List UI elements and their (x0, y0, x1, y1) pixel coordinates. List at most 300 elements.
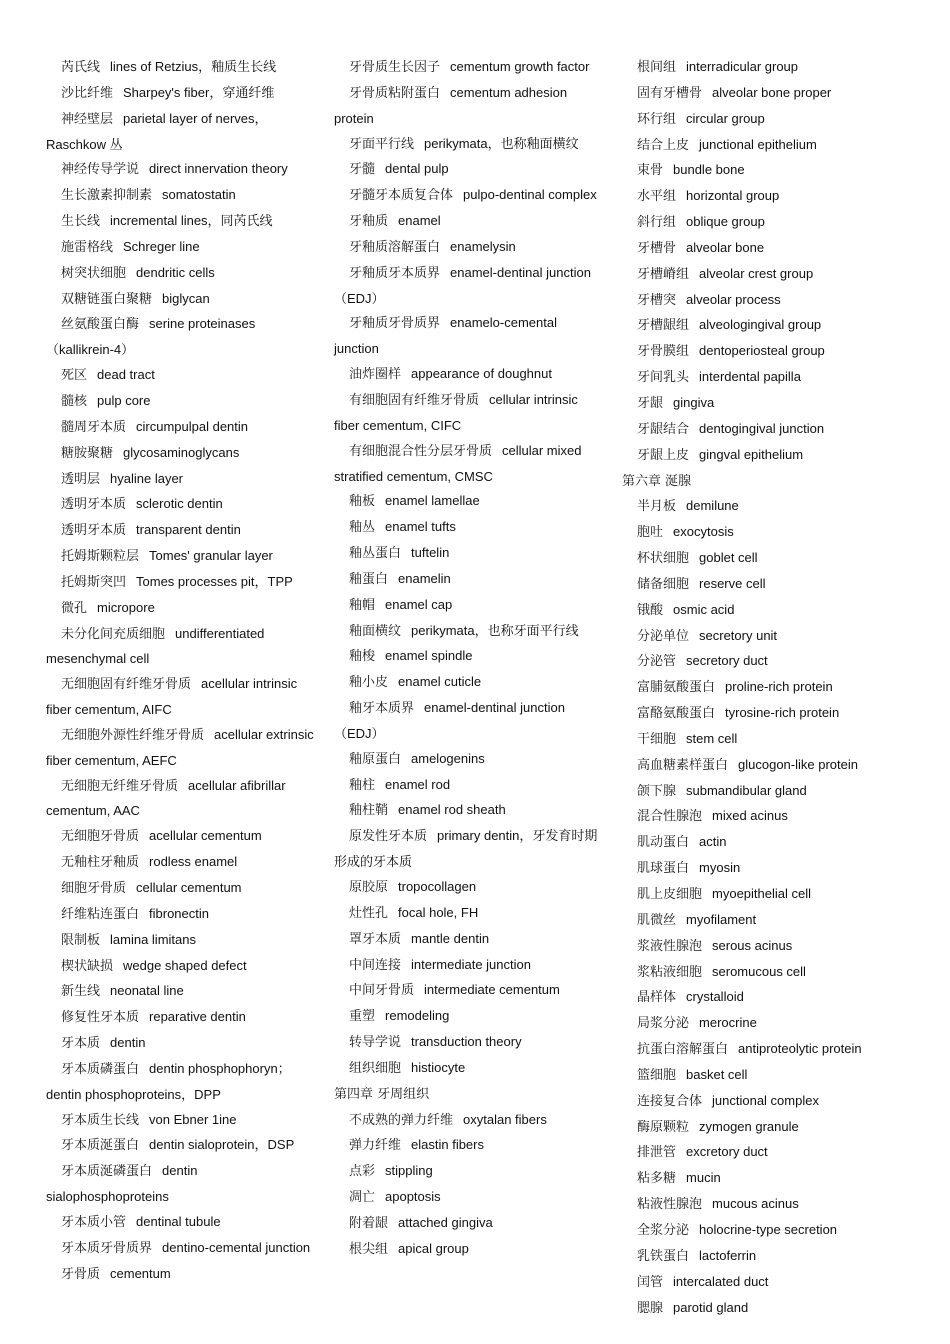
term-english: acellular afibrillar cementum, AAC (46, 777, 286, 819)
term-english: myoepithelial cell (712, 886, 812, 901)
term-chinese: 釉蛋白 (349, 571, 389, 587)
term-chinese: 干细胞 (637, 731, 677, 747)
term-chinese: 牙槽龈组 (637, 318, 690, 334)
term-english: zymogen granule (699, 1118, 799, 1134)
glossary-entry (46, 415, 316, 441)
term-chinese: 牙髓 (349, 162, 376, 178)
glossary-entry (622, 1218, 912, 1244)
term-chinese: 灶性孔 (349, 905, 389, 921)
term-english: seromucous cell (712, 963, 806, 979)
term-english: enamel-dentinal junction（EDJ） (334, 264, 591, 306)
term-english: junctional complex (712, 1092, 819, 1108)
term-english: pulpo-dentinal complex (463, 187, 597, 203)
term-chinese: 无细胞无纤维牙骨质 (61, 778, 179, 794)
term-chinese: 罩牙本质 (349, 931, 402, 947)
term-chinese: 腮腺 (637, 1300, 664, 1316)
term-chinese: 釉柱鞘 (349, 803, 389, 819)
term-chinese: 釉丛蛋白 (349, 546, 402, 562)
glossary-entry (622, 675, 912, 701)
glossary-entry (334, 209, 604, 235)
glossary-entry (334, 747, 604, 773)
glossary-entry (46, 183, 316, 209)
term-chinese: 神经壁层 (61, 111, 114, 127)
term-chinese: 糖胺聚糖 (61, 445, 114, 461)
glossary-entry (622, 546, 912, 572)
glossary-entry (46, 1133, 316, 1159)
glossary-entry (46, 928, 316, 954)
term-english: transduction theory (411, 1034, 522, 1050)
term-chinese: 釉原蛋白 (349, 751, 402, 767)
term-chinese: 釉牙本质界 (349, 701, 415, 717)
term-english: cementum growth factor (450, 59, 590, 74)
term-chinese: 篮细胞 (637, 1067, 677, 1083)
chapter-heading (622, 469, 912, 495)
glossary-entry (622, 960, 912, 986)
term-chinese: 原胶原 (349, 880, 389, 895)
glossary-entry (622, 985, 912, 1011)
term-chinese: 混合性腺泡 (637, 809, 703, 825)
glossary-entry (334, 439, 604, 490)
term-english: dendritic cells (136, 264, 215, 280)
term-english: secretory unit (699, 627, 778, 643)
term-chinese: 牙骨膜组 (637, 344, 690, 360)
term-chinese: 托姆斯突凹 (61, 574, 127, 590)
term-english: incremental lines，同芮氏线 (110, 213, 273, 229)
term-chinese: 牙釉质溶解蛋白 (349, 239, 441, 255)
term-english: perikymata，也称釉面横纹 (424, 135, 579, 151)
term-chinese: 抗蛋白溶解蛋白 (637, 1042, 729, 1058)
term-english: Sharpey's fiber，穿通纤维 (123, 84, 275, 100)
term-chinese: 浆液性腺泡 (637, 938, 703, 954)
term-english: tropocollagen (398, 879, 477, 894)
glossary-entry (622, 1166, 912, 1192)
term-english: interdental papilla (699, 369, 801, 385)
term-english: enamel (398, 213, 441, 229)
term-english: rodless enamel (149, 854, 238, 870)
term-chinese: 生长线 (61, 214, 101, 230)
term-english: remodeling (385, 1008, 450, 1024)
glossary-entry (334, 489, 604, 515)
term-chinese: 不成熟的弹力纤维 (349, 1112, 454, 1128)
term-chinese: 弹力纤维 (349, 1138, 402, 1154)
glossary-entry (334, 773, 604, 799)
glossary-entry (46, 389, 316, 415)
term-chinese: 肌上皮细胞 (637, 887, 703, 902)
term-chinese: 固有牙槽骨 (637, 85, 703, 101)
glossary-entry (46, 55, 316, 81)
glossary-entry (622, 1270, 912, 1296)
term-english: intermediate cementum (424, 982, 560, 998)
glossary-entry (46, 441, 316, 467)
term-english: dentoperiosteal group (699, 343, 825, 359)
glossary-entry (334, 1133, 604, 1159)
glossary-entry (622, 830, 912, 856)
term-english: enamel cap (385, 596, 453, 612)
term-english: osmic acid (673, 601, 735, 617)
term-chinese: 附着龈 (349, 1215, 389, 1231)
term-english: enamel cuticle (398, 674, 482, 690)
glossary-entry (46, 157, 316, 183)
glossary-entry (46, 544, 316, 570)
glossary-entry (334, 1108, 604, 1134)
glossary-entry (334, 798, 604, 824)
glossary-entry (46, 261, 316, 287)
term-chinese: 浆粘液细胞 (637, 964, 703, 980)
term-english: dental pulp (385, 161, 449, 177)
term-english: junctional epithelium (699, 136, 817, 152)
glossary-entry (334, 670, 604, 696)
glossary-entry (622, 1296, 912, 1322)
term-english: fibronectin (149, 905, 209, 921)
glossary-entry (46, 1108, 316, 1134)
term-english: mantle dentin (411, 930, 490, 946)
term-chinese: 釉帽 (349, 597, 376, 613)
term-english: holocrine-type secretion (699, 1221, 838, 1237)
glossary-entry (334, 157, 604, 183)
term-chinese: 神经传导学说 (61, 162, 140, 178)
term-chinese: 颌下腺 (637, 783, 677, 799)
glossary-entry (46, 107, 316, 158)
glossary-entry (46, 518, 316, 544)
term-chinese: 高血糖素样蛋白 (637, 757, 729, 773)
glossary-entry (334, 1056, 604, 1082)
term-chinese: 牙龈 (637, 395, 664, 411)
glossary-entry (334, 81, 604, 132)
glossary-entry (46, 287, 316, 313)
glossary-entry (622, 1192, 912, 1218)
glossary-entry (334, 1237, 604, 1263)
term-chinese: 牙龈结合 (637, 421, 690, 437)
term-english: oxytalan fibers (463, 1111, 547, 1127)
term-chinese: 结合上皮 (637, 137, 690, 153)
term-english: serine proteinases（kallikrein-4） (46, 316, 256, 358)
term-english: parotid gland (673, 1299, 749, 1315)
term-chinese: 粘多糖 (637, 1171, 677, 1187)
term-chinese: 斜行组 (637, 215, 677, 231)
glossary-entry (334, 875, 604, 901)
glossary-entry (46, 876, 316, 902)
glossary-entry (46, 622, 316, 673)
glossary-entry (622, 262, 912, 288)
term-chinese: 髓周牙本质 (61, 419, 127, 435)
term-english: circumpulpal dentin (136, 418, 249, 434)
term-chinese: 中间牙骨质 (349, 983, 415, 999)
term-english: glucogon-like protein (738, 756, 858, 772)
term-english: mixed acinus (712, 808, 788, 824)
term-chinese: 釉丛 (349, 520, 376, 536)
term-chinese: 牙面平行线 (349, 136, 415, 152)
glossary-entry (46, 312, 316, 363)
term-english: glycosaminoglycans (123, 444, 240, 460)
term-chinese: 根尖组 (349, 1241, 389, 1257)
term-english: cellular mixed stratified cementum, CMSC (334, 442, 582, 484)
glossary-entry (622, 727, 912, 753)
glossary-entry (622, 779, 912, 805)
term-chinese: 中间连接 (349, 957, 402, 973)
term-english: primary dentin，牙发育时期形成的牙本质 (334, 828, 598, 870)
glossary-entry (622, 417, 912, 443)
term-english: crystalloid (686, 989, 744, 1005)
term-chinese: 储备细胞 (637, 576, 690, 592)
term-english: cementum adhesion protein (334, 84, 568, 126)
term-chinese: 芮氏线 (61, 60, 101, 75)
glossary-entry (334, 311, 604, 362)
term-chinese: 排泄管 (637, 1145, 677, 1161)
glossary-entry (334, 927, 604, 953)
glossary-entry (334, 388, 604, 439)
term-chinese: 水平组 (637, 189, 677, 205)
glossary-entry (334, 824, 604, 875)
glossary-entry (622, 443, 912, 469)
term-chinese: 转导学说 (349, 1035, 402, 1051)
term-english: dentin sialophosphoproteins (46, 1163, 198, 1205)
glossary-entry (334, 132, 604, 158)
glossary-entry (46, 235, 316, 261)
term-english: serous acinus (712, 937, 793, 953)
term-english: stippling (385, 1163, 433, 1179)
glossary-entry (46, 570, 316, 596)
term-chinese: 富脯氨酸蛋白 (637, 680, 716, 696)
term-english: cellular intrinsic fiber cementum, CIFC (334, 391, 578, 433)
term-chinese: 牙本质磷蛋白 (61, 1061, 140, 1077)
glossary-entry (334, 515, 604, 541)
glossary-entry (46, 850, 316, 876)
term-chinese: 组织细胞 (349, 1060, 402, 1076)
term-chinese: 牙本质涎蛋白 (61, 1138, 140, 1154)
glossary-entry (334, 978, 604, 1004)
term-english: lamina limitans (110, 931, 196, 947)
term-english: mucous acinus (712, 1196, 799, 1212)
glossary-column-2 (334, 55, 604, 1263)
glossary-entry (334, 541, 604, 567)
glossary-entry (46, 954, 316, 980)
glossary-entry (622, 701, 912, 727)
glossary-entry (622, 1011, 912, 1037)
term-english: submandibular gland (686, 782, 807, 798)
term-chinese: 丝氨酸蛋白酶 (61, 317, 140, 333)
term-english: alveologingival group (699, 317, 822, 333)
term-english: dentinal tubule (136, 1213, 221, 1229)
term-chinese: 肌球蛋白 (637, 861, 690, 877)
term-english: focal hole, FH (398, 904, 479, 920)
glossary-entry (622, 804, 912, 830)
glossary-entry (622, 210, 912, 236)
term-english: reparative dentin (149, 1009, 246, 1025)
glossary-entry (622, 81, 912, 107)
glossary-entry (46, 1057, 316, 1108)
term-chinese: 胞吐 (637, 525, 664, 541)
term-english: acellular cementum (149, 828, 262, 844)
glossary-entry (334, 1004, 604, 1030)
term-english: enamel rod sheath (398, 802, 506, 818)
term-english: enamel lamellae (385, 493, 480, 509)
term-chinese: 沙比纤维 (61, 85, 114, 101)
glossary-entry (46, 1262, 316, 1288)
term-english: reserve cell (699, 575, 766, 591)
term-chinese: 牙本质 (61, 1036, 101, 1052)
term-english: von Ebner 1ine (149, 1111, 237, 1127)
term-chinese: 修复性牙本质 (61, 1010, 140, 1026)
term-english: pulp core (97, 392, 151, 408)
glossary-column-3 (622, 55, 912, 1321)
term-chinese: 牙髓牙本质复合体 (349, 188, 454, 204)
term-english: bundle bone (673, 162, 745, 178)
term-english: cellular cementum (136, 880, 242, 895)
term-chinese: 牙釉质牙骨质界 (349, 316, 441, 332)
term-english: horizontal group (686, 188, 780, 204)
term-english: secretory duct (686, 653, 768, 669)
term-english: alveolar crest group (699, 265, 814, 281)
term-english: goblet cell (699, 550, 758, 566)
term-english: intermediate junction (411, 956, 531, 972)
term-english: basket cell (686, 1066, 748, 1082)
term-chinese: 富酪氨酸蛋白 (637, 706, 716, 722)
term-english: merocrine (699, 1015, 757, 1031)
term-chinese: 牙本质牙骨质界 (61, 1240, 153, 1256)
term-chinese: 粘液性腺泡 (637, 1197, 703, 1213)
term-english: dentino-cemental junction (162, 1239, 311, 1255)
term-chinese: 牙间乳头 (637, 370, 690, 386)
glossary-entry (622, 908, 912, 934)
term-chinese: 生长激素抑制素 (61, 188, 153, 204)
term-english: micropore (97, 599, 155, 615)
term-english: wedge shaped defect (123, 957, 247, 973)
glossary-entry (334, 362, 604, 388)
glossary-entry (622, 288, 912, 314)
term-chinese: 未分化间充质细胞 (61, 626, 166, 642)
glossary-entry (622, 882, 912, 908)
term-english: dentin (110, 1035, 146, 1051)
term-english: enamelin (398, 570, 451, 586)
term-chinese: 牙骨质生长因子 (349, 60, 441, 75)
glossary-entry (46, 902, 316, 928)
glossary-entry (622, 624, 912, 650)
glossary-entry (46, 723, 316, 774)
term-chinese: 连接复合体 (637, 1093, 703, 1109)
term-english: myofilament (686, 911, 757, 927)
glossary-entry (46, 979, 316, 1005)
glossary-entry (46, 1236, 316, 1262)
term-chinese: 分泌管 (637, 654, 677, 670)
glossary-entry (622, 1037, 912, 1063)
term-chinese: 牙槽嵴组 (637, 266, 690, 282)
term-chinese: 环行组 (637, 111, 677, 127)
term-chinese: 牙本质涎磷蛋白 (61, 1164, 153, 1180)
glossary-entry (334, 55, 604, 81)
term-english: perikymata，也称牙面平行线 (411, 622, 579, 638)
term-english: alveolar bone proper (712, 84, 832, 100)
term-english: enamel spindle (385, 648, 473, 664)
term-english: exocytosis (673, 524, 734, 540)
term-english: myosin (699, 860, 741, 876)
term-chinese: 牙本质生长线 (61, 1112, 140, 1128)
glossary-entry (334, 901, 604, 927)
term-english: amelogenins (411, 750, 485, 766)
term-english: alveolar process (686, 291, 781, 307)
term-chinese: 无细胞固有纤维牙骨质 (61, 677, 192, 693)
term-english: actin (699, 834, 727, 850)
term-chinese: 树突状细胞 (61, 265, 127, 281)
term-english: attached gingiva (398, 1214, 493, 1230)
term-english: dentin sialoprotein，DSP (149, 1137, 295, 1153)
term-chinese: 牙本质小管 (61, 1214, 127, 1230)
term-english: apoptosis (385, 1189, 441, 1205)
glossary-entry (334, 567, 604, 593)
term-english: dentin phosphophoryn；dentin phosphoproteins，DPP (46, 1060, 291, 1102)
term-chinese: 原发性牙本质 (349, 829, 428, 845)
term-chinese: 双糖链蛋白聚糖 (61, 291, 153, 307)
term-chinese: 凋亡 (349, 1190, 376, 1206)
term-chinese: 施雷格线 (61, 239, 114, 255)
glossary-entry (334, 696, 604, 747)
term-chinese: 根间组 (637, 60, 677, 75)
glossary-entry (334, 1030, 604, 1056)
term-english: oblique group (686, 214, 765, 230)
glossary-entry (46, 596, 316, 622)
term-chinese: 牙槽骨 (637, 240, 677, 256)
term-chinese: 牙骨质粘附蛋白 (349, 85, 441, 101)
term-chinese: 有细胞固有纤维牙骨质 (349, 392, 480, 408)
glossary-entry (334, 644, 604, 670)
glossary-entry (622, 856, 912, 882)
term-chinese: 釉面横纹 (349, 623, 402, 639)
glossary-entry (622, 133, 912, 159)
term-chinese: 乳铁蛋白 (637, 1248, 690, 1264)
term-english: elastin fibers (411, 1137, 484, 1153)
term-chinese: 肌动蛋白 (637, 835, 690, 851)
term-english: transparent dentin (136, 522, 241, 538)
term-chinese: 细胞牙骨质 (61, 881, 127, 896)
term-chinese: 局浆分泌 (637, 1016, 690, 1032)
glossary-entry (334, 261, 604, 312)
term-english: enamelo-cemental junction (334, 315, 557, 357)
glossary-entry (46, 81, 316, 107)
term-chinese: 有细胞混合性分层牙骨质 (349, 443, 493, 459)
term-english: undifferentiated mesenchymal cell (46, 625, 265, 667)
glossary-entry (622, 365, 912, 391)
term-chinese: 微孔 (61, 600, 88, 616)
glossary-entry (622, 1063, 912, 1089)
glossary-entry (46, 1210, 316, 1236)
term-english: tyrosine-rich protein (725, 705, 840, 721)
term-chinese: 杯状细胞 (637, 551, 690, 567)
term-english: enamel rod (385, 776, 451, 792)
term-chinese: 楔状缺损 (61, 958, 114, 974)
glossary-entry (622, 1089, 912, 1115)
term-english: enamelysin (450, 238, 516, 254)
term-english: hyaline layer (110, 470, 184, 486)
glossary-entry (46, 1005, 316, 1031)
term-chinese: 肌微丝 (637, 912, 677, 928)
term-chinese: 釉柱 (349, 777, 376, 793)
glossary-entry (334, 235, 604, 261)
term-english: histiocyte (411, 1059, 466, 1075)
term-english: intercalated duct (673, 1273, 769, 1289)
term-english: enamel-dentinal junction（EDJ） (334, 700, 565, 741)
term-chinese: 锇酸 (637, 602, 664, 618)
term-chinese: 牙釉质 (349, 214, 389, 230)
term-chinese: 半月板 (637, 499, 677, 515)
term-english: somatostatin (162, 187, 236, 203)
term-chinese: 无细胞牙骨质 (61, 829, 140, 845)
term-chinese: 分泌单位 (637, 628, 690, 644)
glossary-entry (334, 619, 604, 645)
glossary-entry (622, 391, 912, 417)
term-chinese: 透明牙本质 (61, 523, 127, 539)
glossary-entry (622, 313, 912, 339)
glossary-entry (334, 1185, 604, 1211)
glossary-entry (622, 572, 912, 598)
